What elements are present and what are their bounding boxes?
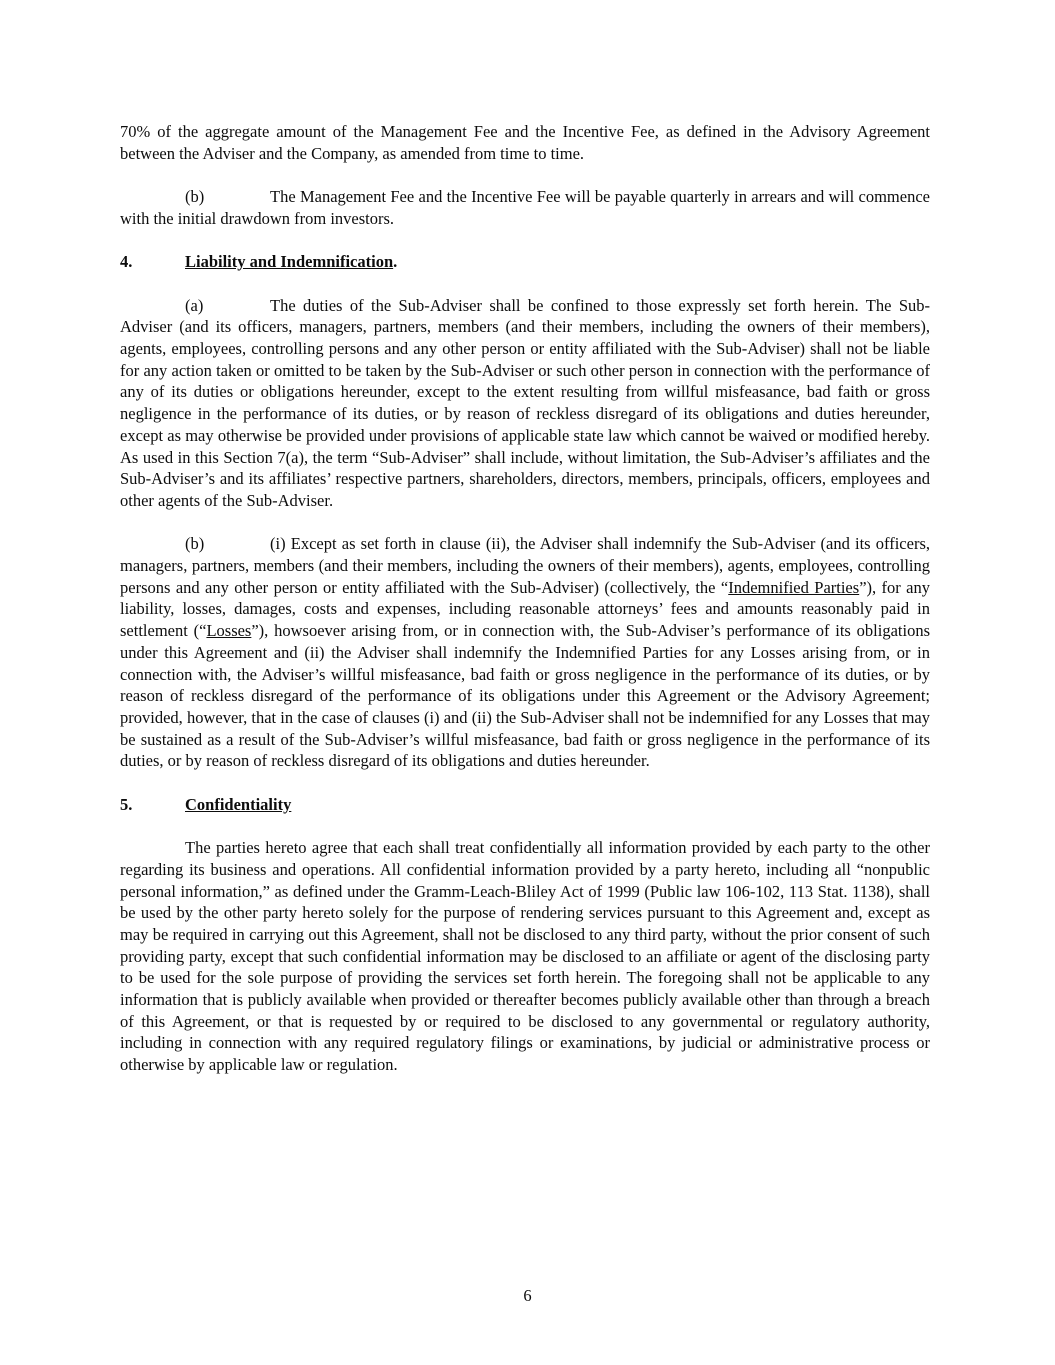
paragraph-2b bbox=[120, 186, 930, 229]
paragraph-text: The parties hereto agree that each shall treat confidentially all information provided by each party to the other regarding its business and operations. All confidential information provided by a party hereto, including all “nonpublic personal information,” as defined under the Gramm-Leach-Bliley Act of 1999 (Public law 106-102, 113 Stat. 1138), shall be used by the other party hereto solely for the purpose of rendering services pursuant to this Agreement and, except as may be required in carrying out this Agreement, shall not be disclosed to any third party, without the prior consent of such providing party, except that such confidential information may be disclosed to an affiliate or agent of the disclosing party to be used for the sole purpose of providing the services set forth herein. The foregoing shall not be applicable to any information that is publicly available when provided or thereafter becomes publicly available other than through a breach of this Agreement, or that is requested by or required to be disclosed to any governmental or regulatory authority, including in connection with any required regulatory filings or examinations, by judicial or administrative process or otherwise by applicable law or regulation. bbox=[120, 838, 930, 1075]
defined-term-indemnified-parties: Indemnified Parties bbox=[728, 577, 860, 597]
defined-term-losses: Losses bbox=[206, 621, 252, 641]
section-4-heading bbox=[120, 251, 930, 273]
clause-label: (b) bbox=[185, 534, 205, 554]
paragraph-text: 70% of the aggregate amount of the Management Fee and the Incentive Fee, as defined in the Advisory Agreement between the Adviser and the Company, as amended from time to time. bbox=[120, 122, 930, 163]
page-number: 6 bbox=[523, 1286, 532, 1306]
paragraph-fee-continuation bbox=[120, 121, 930, 164]
paragraph-5 bbox=[120, 837, 930, 1076]
section-number: 5. bbox=[120, 794, 133, 814]
clause-label: (b) bbox=[185, 187, 205, 207]
section-5-heading bbox=[120, 794, 930, 816]
paragraph-4a bbox=[120, 295, 930, 512]
paragraph-text: The duties of the Sub-Adviser shall be confined to those expressly set forth herein. The Sub-Adviser (and its officers, managers, partners, members (and their members, including the owners of their members), agents, employees, controlling persons and any other person or entity affiliated with the Sub-Adviser) shall not be liable for any action taken or omitted to be taken by the Sub-Adviser or such other person in connection with the performance of any of its duties or obligations hereunder, except to the extent resulting from willful misfeasance, bad faith or gross negligence in the performance of its duties, or by reason of reckless disregard of its obligations and duties hereunder, except as may otherwise be provided under provisions of applicable state law which cannot be waived or modified hereby. As used in this Section 7(a), the term “Sub-Adviser” shall include, without limitation, the Sub-Adviser’s affiliates and the Sub-Adviser’s and its affiliates’ respective partners, shareholders, directors, members, principals, officers, employees and other agents of the Sub-Adviser. bbox=[120, 295, 930, 510]
clause-label: (a) bbox=[185, 295, 204, 315]
section-title: Confidentiality bbox=[185, 794, 292, 814]
section-title-period: . bbox=[393, 252, 398, 272]
section-number: 4. bbox=[120, 252, 133, 272]
paragraph-text: ”), howsoever arising from, or in connection with, the Sub-Adviser’s performance of its obligations under this Agreement and (ii) the Adviser shall indemnify the Indemnified Parties for any Losses arising from, or in connection with, the Adviser’s willful misfeasance, bad faith or gross negligence in the performance of its duties, or by reason of reckless disregard of the performance of its obligations under this Agreement or the Advisory Agreement; provided, however, that in the case of clauses (i) and (ii) the Sub-Adviser shall not be indemnified for any Losses that may be sustained as a result of the Sub-Adviser’s willful misfeasance, bad faith or gross negligence in the performance of its duties, or by reason of reckless disregard of its obligations and duties hereunder. bbox=[120, 621, 930, 771]
section-title: Liability and Indemnification bbox=[185, 252, 394, 272]
paragraph-4b bbox=[120, 533, 930, 772]
paragraph-text: (i) Except as set forth in clause (ii), the Adviser shall indemnify the Sub-Adviser (and its officers, managers, partners, members (and their members, including the owners of their members), agents, employees, controlling persons and any other person or entity affiliated with the Sub-Adviser) (collectively, the “ bbox=[120, 534, 930, 597]
paragraph-text: ”), for any liability, losses, damages, costs and expenses, including reasonable attorneys’ fees and amounts reasonably paid in settlement (“ bbox=[120, 577, 931, 641]
paragraph-text: The Management Fee and the Incentive Fee will be payable quarterly in arrears and will commence with the initial drawdown from investors. bbox=[120, 187, 930, 228]
